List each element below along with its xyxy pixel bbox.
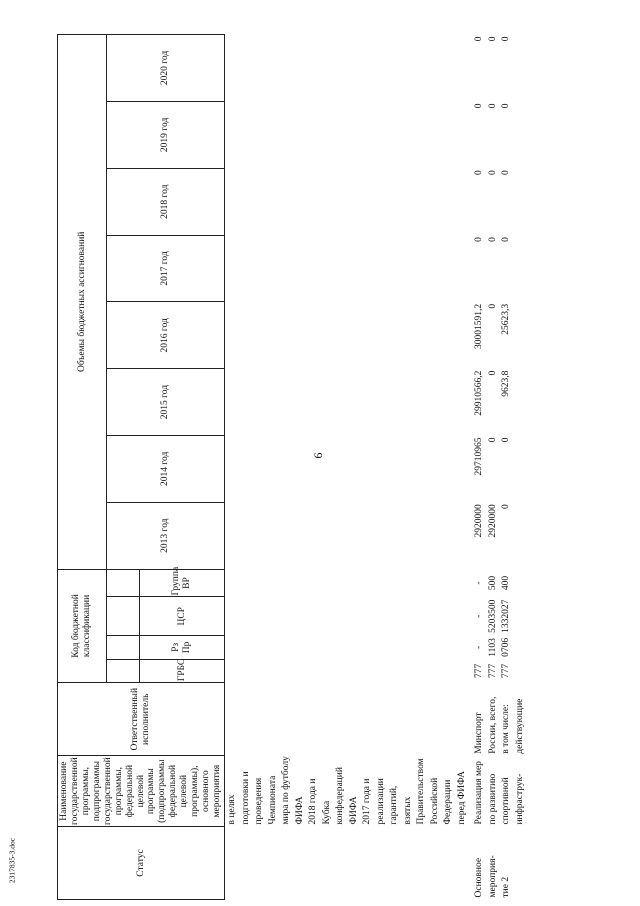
event-row (472, 35, 530, 900)
event-name: Реализация мер по развитию спортивной инфраструк- (474, 761, 525, 825)
event-rzpr: - 1103 0706 (474, 637, 511, 657)
header-bcc-spacer (107, 636, 140, 660)
header-grbs: ГРБС (140, 659, 225, 683)
header-bcc-spacer (107, 569, 140, 597)
rotated-table-container (57, 34, 557, 900)
header-year-2018: 2018 год (107, 168, 225, 235)
header-volumes: Объемы бюджетных ассигнований (58, 35, 107, 570)
event-2019: 0 0 0 (474, 103, 511, 109)
header-year-2020: 2020 год (107, 35, 225, 102)
header-name: Наименование государственной программы, подпрограммы государственной программы, федеральной целевой программы (подпрограммы федеральной целевой программы), основного мероприятия (58, 756, 225, 827)
header-bcc-spacer (107, 597, 140, 636)
header-year-2014: 2014 год (107, 435, 225, 502)
event-2018: 0 0 0 (474, 170, 511, 176)
event-status: Основное мероприя- тие 2 (474, 855, 511, 898)
event-2016: 30001591,2 0 25623,3 (474, 303, 511, 349)
header-rzpr: Рз Пр (140, 636, 225, 660)
header-bcc-spacer (107, 659, 140, 683)
header-year-2016: 2016 год (107, 302, 225, 369)
event-2015: 29910566,2 0 9623,8 (474, 370, 511, 416)
header-year-2019: 2019 год (107, 101, 225, 168)
header-year-2013: 2013 год (107, 502, 225, 569)
event-2014: 29710965 0 0 (474, 437, 511, 476)
event-vr: - 500 400 (474, 575, 511, 591)
header-status: Статус (58, 827, 225, 900)
header-vr: Группа ВР (140, 569, 225, 597)
document-footer: 2317835-3.doc (7, 837, 17, 884)
event-2020: 0 0 0 (474, 36, 511, 42)
header-csr: ЦСР (140, 597, 225, 636)
page-number: 9 (311, 452, 326, 459)
continuation-name: в целях подготовки и проведения Чемпионата мира по футболу ФИФА 2018 года и Кубка конфедераций ФИФА 2017 года и реализации гарантий, взятых Правительством Российской Федерации перед ФИФА (227, 756, 467, 825)
header-executor: Ответственный исполнитель (58, 683, 225, 756)
event-grbs: 777 777 777 (474, 663, 511, 679)
continuation-row (225, 35, 473, 900)
header-year-2017: 2017 год (107, 235, 225, 302)
event-2013: 2920000 2920000 0 (474, 504, 511, 538)
event-2017: 0 0 0 (474, 237, 511, 242)
budget-table (57, 34, 530, 900)
event-executor: Минспорт России, всего, в том числе: действующие (474, 696, 525, 754)
event-csr: - 5203500 1332027 (474, 599, 511, 633)
header-year-2015: 2015 год (107, 369, 225, 436)
header-bcc: Код бюджетной классификации (58, 569, 107, 683)
